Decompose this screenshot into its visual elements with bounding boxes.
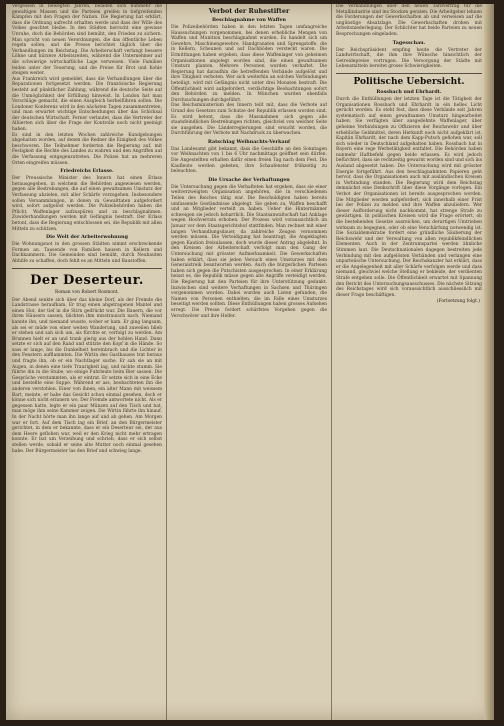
left-small-text: Die Wohnungsnot in den grossen Städten nimmt erschreckende Formen an. Tausende von Familien hausen in Kellern und Dachkammern. Die Gemeinden sind bemüht, durch Neubauten Abhilfe zu schaffen, doch fehlt es an Mitteln und Baustoffen. (12, 242, 162, 264)
left-top-text-3: Es sind in den letzten Wochen zahlreiche Kundgebungen abgehalten worden, auf denen die Redner die Einigkeit des Volkes beschworen. Die Teilnehmer forderten die Regierung auf, mit Festigkeit die Rechte des Landes zu wahren und den Angriffen auf die Verfassung entgegenzutreten. Die Polizei hat an mehreren Orten eingreifen müssen. (12, 132, 162, 166)
deserteur-byline: Roman von Robert Rosmont. (55, 289, 119, 295)
verhaftungen-text: Die Untersuchung gegen die Verhafteten hat ergeben, dass sie einer weitverzweigten Organisation angehören, die in verschiedenen Teilen des Reiches tätig war. Die Beschuldigten haben bereits umfassende Geständnisse abgelegt. Sie geben zu, Waffen beschafft und an Mitglieder verteilt zu haben. Ueber die Hintermänner schweigen sie jedoch beharrlich. Die Staatsanwaltschaft hat Anklage wegen Hochverrats erhoben. Der Prozess wird voraussichtlich im Januar vor dem Staatsgerichtshof stattfinden. Man rechnet mit einer langen Verhandlungsdauer, da zahlreiche Zeugen vernommen werden müssen. Die Verteidigung hat beantragt, die Angeklagten gegen Kaution freizulassen, doch wurde dieser Antrag abgelehnt. In den Kreisen der Arbeiterschaft verfolgt man den Gang der Untersuchung mit grösster Aufmerksamkeit. Die Gewerkschaften haben erklärt, dass sie jeden Versuch eines Umsturzes mit dem Generalstreik beantworten werden. Auch die bürgerlichen Parteien haben sich gegen die Putschisten ausgesprochen. In einer Erklärung heisst es, die Republik müsse gegen alle Angriffe verteidigt werden. Die Regierung hat den Parteien für ihre Unterstützung gedankt. Inzwischen sind weitere Verhaftungen in Sachsen und Thüringen vorgenommen worden. Dabei wurden auch Listen gefunden, die Namen von Personen enthielten, die im Falle eines Umsturzes beseitigt werden sollten. Diese Enthüllungen haben grosses Aufsehen erregt. Die Presse fordert schärfstes Vorgehen gegen die Verschwörer und ihre Helfer. (171, 184, 327, 319)
left-mid-text: Der Preussische Minister des Innern hat einen Erlass herausgegeben, in welchem die Behörden angewiesen werden, gegen alle Bestrebungen, die auf einen gewaltsamen Umsturz der Verfassung abzielen, mit aller Schärfe vorzugehen. Insbesondere sollen Versammlungen, in denen zu Gewalttaten aufgefordert wird, sofort aufgelöst werden. Die Polizeibehörden haben die Pflicht, Waffenlager aufzuspüren und zu beschlagnahmen. Zuwiderhandlungen werden mit Gefängnis bestraft. Der Erlass betont, dass die Regierung entschlossen sei, die Republik mit allen Mitteln zu schützen. (12, 176, 162, 232)
tagesschau-text: Der Reichspräsident empfing heute die Vertreter der Landwirtschaft, die ihm ihre Wünsche hinsichtlich der Getreidepreise vortrugen. Die Versorgung der Städte mit Lebensmitteln bereitet grosse Schwierigkeiten. (336, 47, 482, 70)
newspaper-page (6, 4, 494, 720)
right-top-text: Die Verhandlungen über den neuen Tarifvertrag für die Metallindustrie sind ins Stocken geraten. Die Arbeitgeber lehnen die Forderungen der Gewerkschaften ab und verweisen auf die ungünstige Absatzlage. Die Gewerkschaften drohen mit Arbeitsniederlegung. Der Schlichter hat beide Parteien zu neuen Besprechungen eingeladen. (336, 4, 482, 37)
left-mid-title: Friedreichs Erlasse. (60, 168, 114, 175)
grab-subtitle: Ratschlag Weihnachts-Verkauf (207, 138, 291, 145)
verbot-text-2: Das Reichsministerium des Innern teilt mit, dass die Verbote auf Grund des Gesetzes zum Schutze der Republik erlassen worden sind. Es wird betont, dass die Massnahmen sich gegen alle staatsfeindlichen Bestrebungen richten, gleichviel von welcher Seite sie ausgehen. Die Länderregierungen sind ersucht worden, die Durchführung der Verbote mit Nachdruck zu überwachen. (171, 103, 327, 137)
right-column (336, 4, 482, 720)
verbot-title: Verbot der Ruhestifter (208, 7, 290, 15)
politische-text: Durch die Enthüllungen der letzten Tage ist die Tätigkeit der Organisationen Rossbach und Ehrhardt in ein helles Licht gerückt worden. Es steht fest, dass diese Verbände seit Jahren systematisch auf einen gewaltsamen Umsturz hingearbeitet haben. Sie verfügten über ausgedehnte Waffenlager, über geheime Verbindungen zu Offizieren der Reichswehr und über erhebliche Geldmittel, deren Herkunft noch nicht aufgeklärt ist. Kapitän Ehrhardt, der nach dem Kapp-Putsch geflohen war, soll sich wieder in Deutschland aufgehalten haben. Rossbach hat in Bayern eine rege Werbetätigkeit entfaltet. Die Behörden haben nunmehr Haftbefehl gegen beide erlassen. Es wird jedoch befürchtet, dass sie rechtzeitig gewarnt worden sind und sich ins Ausland abgesetzt haben. Die Untersuchung wird mit grösster Energie fortgeführt. Aus den beschlagnahmten Papieren geht hervor, dass die Organisationen auch mit ausländischen Kreisen in Verbindung standen. Die Regierung wird dem Reichstag demnächst eine Denkschrift über diese Vorgänge vorlegen. Ein Verbot der Organisationen ist bereits ausgesprochen worden. Die Mitglieder werden aufgefordert, sich innerhalb einer Frist bei der Polizei zu melden und ihre Waffen abzuliefern. Wer dieser Aufforderung nicht nachkommt, hat strenge Strafe zu gewärtigen. In politischen Kreisen wird die Frage erörtert, ob die bestehenden Gesetze ausreichen, um derartigen Umtrieben wirksam zu begegnen, oder ob eine Verschärfung notwendig ist. Die Sozialdemokratie fordert eine gründliche Säuberung der Reichswehr und der Verwaltung von allen republikfeindlichen Elementen. Auch in der Zentrumspartei werden ähnliche Stimmen laut. Die Deutschnationalen dagegen bestreiten jede Verbindung mit den aufgelösten Verbänden und verlangen eine unparteiische Untersuchung. Der Reichskanzler hat erklärt, dass er die Angelegenheit mit aller Schärfe verfolgen werde und dass niemand, gleichviel welche Stellung er bekleide, der verdienten Strafe entgehen solle. Die Öffentlichkeit erwartet mit Spannung den Bericht des Untersuchungsausschusses. Die nächste Sitzung des Reichstages wird sich voraussichtlich ausschliesslich mit dieser Frage beschäftigen. (336, 96, 482, 298)
left-small-title: Die Welt der Arbeiterwohnung (46, 234, 128, 241)
verbot-text: Die Polizeibehörden haben in den letzten Tagen umfangreiche Haussuchungen vorgenommen, bei denen erhebliche Mengen von Waffen und Munition beschlagnahmt wurden. Es handelt sich um Gewehre, Maschinengewehre, Handgranaten und Sprengstoffe, die in Kellern, Scheunen und auf Dachböden versteckt waren. Die Ermittlungen haben ergeben, dass diese Waffenlager von geheimen Organisationen angelegt worden sind, die einen gewaltsamen Umsturz planten. Mehrere Personen wurden verhaftet. Die Regierung hat daraufhin die betreffenden Verbände aufgelöst und ihre Tätigkeit verboten. Wer sich weiterhin an solchen Verbindungen beteiligt, wird mit Gefängnis nicht unter drei Monaten bestraft. Die Öffentlichkeit wird aufgefordert, verdächtige Beobachtungen sofort den Behörden zu melden. In München wurden ebenfalls Durchsuchungen durchgeführt. (171, 25, 327, 103)
fortsetzung-note: (Fortsetzung folgt.) (436, 299, 480, 305)
verbot-subtitle: Beschlagnahme von Waffen (211, 17, 287, 23)
deserteur-title: Der Deserteur. (30, 272, 144, 288)
politische-subtitle: Rossbach und Ehrhardt. (376, 88, 442, 95)
column-rule-1 (166, 4, 167, 720)
verhaftungen-title: Die Ursache der Verhaftungen (208, 176, 290, 183)
right-divider (336, 73, 482, 74)
left-top-text-2: Aus Frankreich wird gemeldet, dass die Verhandlungen über die Reparationen fortgesetzt werden. Die französische Regierung besteht auf pünktlicher Zahlung, während die deutsche Seite auf die Unmöglichkeit der Erfüllung hinweist. In London hat man Vorschläge gemacht, die einen Ausgleich herbeiführen sollen. Die Londoner Konferenz wird in den nächsten Tagen zusammentreten, und man erwartet wichtige Entscheidungen über das Schicksal der deutschen Wirtschaft. Ferner verlautet, dass die Vertreter der Alliierten sich über die Frage der Kontrolle noch nicht geeinigt haben. (12, 76, 162, 133)
left-column (12, 4, 162, 720)
left-top-text: Vergessen in bewegten Jahren, beladen sich nunmehr die gewaltigen Massen und die Parteien greifen in tiefgreifenden Kämpfen mit den Fragen der Nation. Die Regierung hat erklärt, dass die Ordnung aufrecht erhalten werde und dass der Wille des Volkes geachtet bleibe. In den Städten herrscht eine gewisse Unruhe, doch die Behörden sind bemüht, den Frieden zu sichern. Man spricht von neuen Verordnungen, die das öffentliche Leben regeln sollen, und die Presse berichtet täglich über die Verhandlungen im Reichstag. Die Arbeiterschaft verlangt bessere Löhne und kürzere Arbeitszeiten, während die Unternehmer auf die schwierige wirtschaftliche Lage verweisen. Viele Familien leiden unter der Teuerung, und die Preise für Brot und Kohle steigen weiter. (12, 4, 162, 77)
deserteur-text: Der Abend senkte sich über das kleine Dorf, als der Fremde die Landstrasse heraufkam. Er trug einen abgetragenen Mantel und einen Hut, der tief in die Stirn gedrückt war. Die Bauern, die vor ihren Häusern sassen, blickten ihm misstrauisch nach. Niemand kannte ihn, und niemand wusste, woher er kam. Er ging langsam, als sei er müde von einer weiten Wanderung, und zuweilen blieb er stehen und sah sich um, als fürchte er, verfolgt zu werden. Am Brunnen hielt er an und trank gierig aus der hohlen Hand. Dann setzte er sich auf den Rand und stützte den Kopf in die Hände. So sass er lange, bis die Dunkelheit hereinbrach und die Lichter in den Fenstern aufflammten. Die Wirtin des Gasthauses trat heraus und fragte ihn, ob er ein Nachtlager suche. Er sah sie an mit Augen, in denen eine tiefe Traurigkeit lag, und nickte stumm. Sie führte ihn in die Stube, wo einige Fuhrleute beim Bier sassen. Die Gespräche verstummten, als er eintrat. Er setzte sich in eine Ecke und bestellte eine Suppe. Während er ass, beobachteten ihn die anderen verstohlen. Einer von ihnen, ein alter Mann mit weissem Bart, meinte, er habe das Gesicht schon einmal gesehen, doch er könne sich nicht erinnern wo. Der Fremde antwortete nicht. Als er gegessen hatte, legte er ein paar Münzen auf den Tisch und bat, man möge ihm seine Kammer zeigen. Die Wirtin führte ihn hinauf. In der Nacht hörte man ihn lange auf und ab gehen. Am Morgen war er fort. Auf dem Tisch lag ein Brief, an den Bürgermeister gerichtet, in dem er bekannte, dass er ein Deserteur sei, der aus dem Heere geflohen war, weil er den Krieg nicht mehr ertragen konnte. Er bat um Verzeihung und schrieb, dass er sich selbst stellen werde, sobald er seine alte Mutter noch einmal gesehen habe. Der Bürgermeister las den Brief und schwieg lange. (12, 297, 162, 454)
tagesschau-title: Tagesschau. (392, 39, 426, 46)
politische-title: Politische Uebersicht. (353, 76, 465, 87)
grab-text: Das Landesamt gibt bekannt, dass die Geschäfte an den Sonntagen vor Weihnachten von 1 bis 6 Uhr nachmittags geöffnet sein dürfen. Die Angestellten erhalten dafür einen freien Tag nach dem Fest. Die Kaufleute werden gebeten, ihre Schaufenster frühzeitig zu beleuchten. (171, 146, 327, 175)
middle-column (171, 4, 327, 720)
binding-edge (484, 4, 494, 720)
column-rule-2 (331, 4, 332, 720)
left-divider (12, 268, 162, 269)
